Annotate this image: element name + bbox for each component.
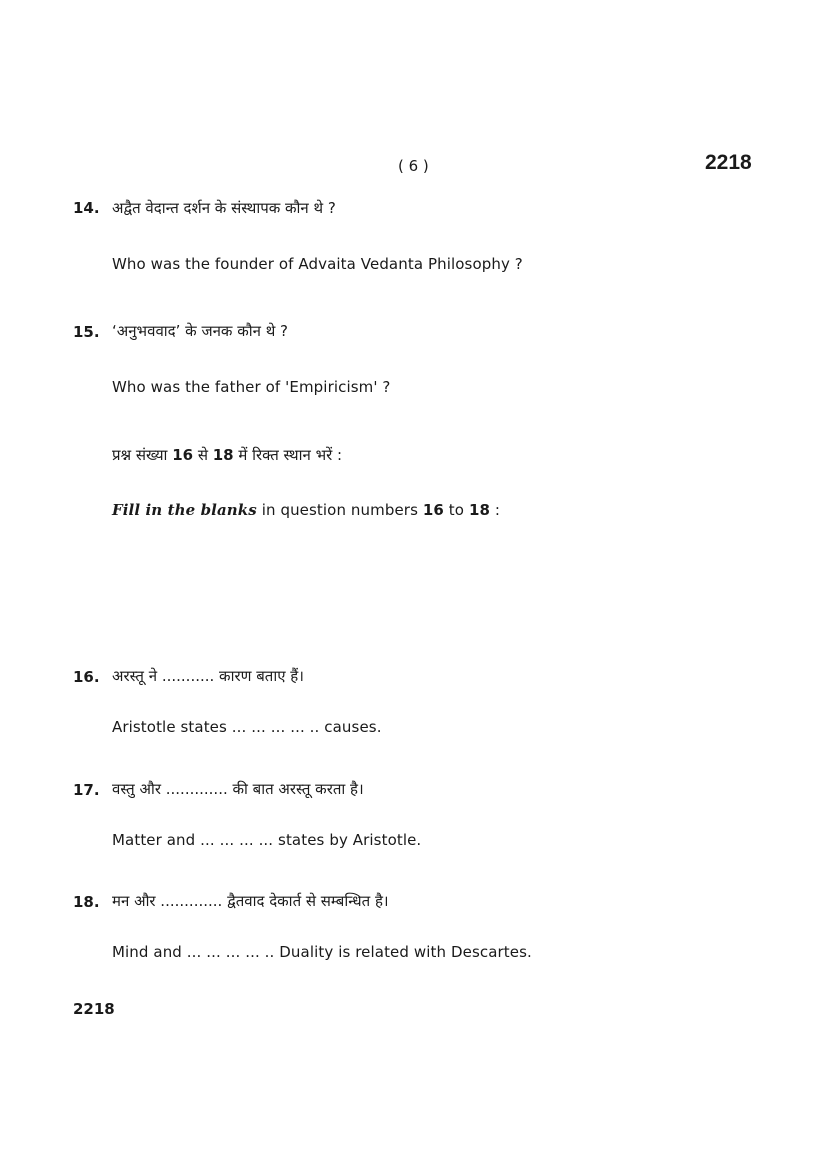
instruction-hindi-from: 16 bbox=[172, 446, 194, 464]
page-number: ( 6 ) bbox=[398, 157, 429, 175]
paper-code-header: 2218 bbox=[705, 151, 752, 174]
instruction-hindi-suffix: में रिक्त स्थान भरें : bbox=[233, 446, 343, 464]
paper-code-footer: 2218 bbox=[73, 1000, 115, 1018]
question-english: Who was the founder of Advaita Vedanta Philosophy ? bbox=[112, 255, 523, 273]
question-english: Mind and ... ... ... ... .. Duality is related with Descartes. bbox=[112, 943, 532, 961]
question-hindi: ‘अनुभववाद’ के जनक कौन थे ? bbox=[112, 322, 289, 340]
instruction-hindi-mid: से bbox=[193, 446, 213, 464]
instruction-english-and: to bbox=[443, 501, 469, 519]
question-hindi: अद्वैत वेदान्त दर्शन के संस्थापक कौन थे ? bbox=[112, 199, 336, 217]
question-number: 15. bbox=[73, 323, 100, 341]
question-number: 18. bbox=[73, 893, 100, 911]
instruction-english bbox=[112, 501, 500, 519]
instruction-hindi bbox=[112, 445, 342, 465]
question-hindi: अरस्तू ने ........... कारण बताए हैं। bbox=[112, 667, 304, 685]
instruction-hindi-prefix: प्रश्न संख्या bbox=[112, 446, 173, 464]
question-english: Who was the father of 'Empiricism' ? bbox=[112, 378, 391, 396]
question-hindi: मन और ............. द्वैतवाद देकार्त से सम्बन्धित है। bbox=[112, 892, 389, 910]
question-number: 17. bbox=[73, 781, 100, 799]
question-english: Matter and ... ... ... ... states by Aristotle. bbox=[112, 831, 422, 849]
question-number: 16. bbox=[73, 668, 100, 686]
question-number: 14. bbox=[73, 199, 100, 217]
instruction-english-to: 18 bbox=[468, 501, 491, 519]
instruction-english-suffix: : bbox=[490, 501, 501, 519]
instruction-hindi-to: 18 bbox=[212, 446, 234, 464]
question-hindi: वस्तु और ............. की बात अरस्तू करता है। bbox=[112, 780, 364, 798]
instruction-english-emphasis: Fill in the blanks bbox=[112, 501, 257, 519]
instruction-english-mid: in question numbers bbox=[256, 501, 423, 519]
question-english: Aristotle states ... ... ... ... .. causes. bbox=[112, 718, 382, 736]
instruction-english-from: 16 bbox=[422, 501, 444, 519]
